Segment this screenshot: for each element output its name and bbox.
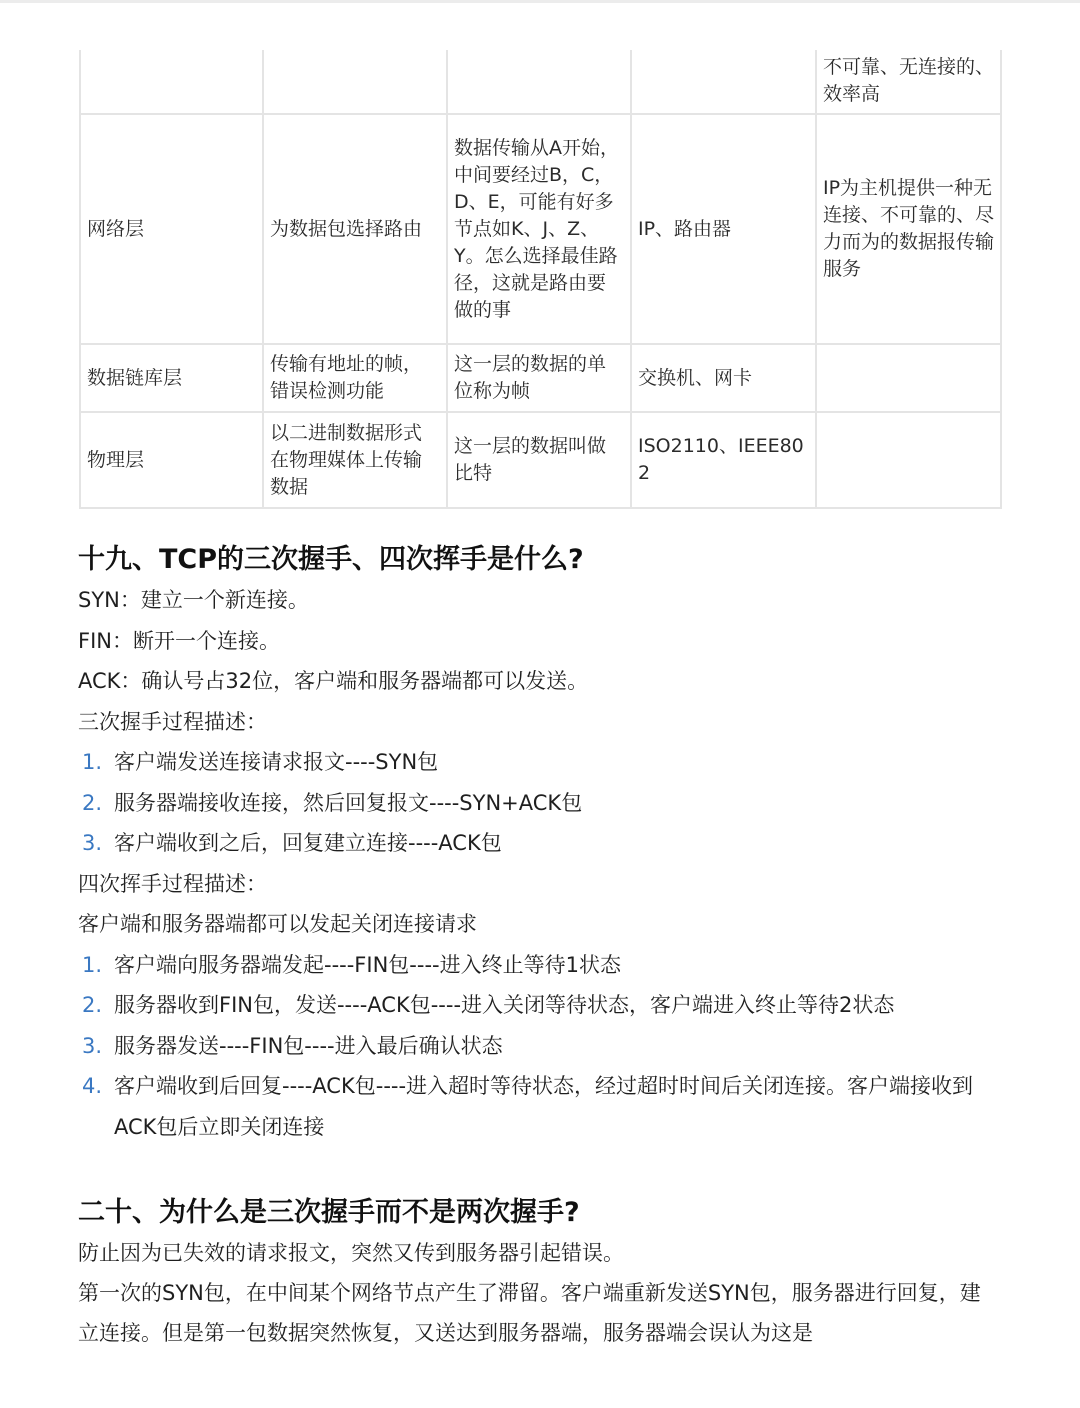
list-text: 服务器发送----FIN包----进入最后确认状态 (114, 1033, 503, 1058)
list-text: 服务器收到FIN包，发送----ACK包----进入关闭等待状态，客户端进入终止等待2状态 (114, 993, 895, 1017)
cell-devices: IP、路由器 (631, 114, 816, 344)
list-item (78, 823, 998, 864)
list-item (78, 783, 998, 824)
cell-function: 以二进制数据形式在物理媒体上传输数据 (263, 412, 447, 508)
three-way-steps (78, 742, 998, 864)
list-text: 客户端发送连接请求报文----SYN包 (114, 750, 439, 774)
list-item (78, 1066, 998, 1147)
cell-function: 为数据包选择路由 (263, 114, 447, 344)
cell-devices: 交换机、网卡 (631, 344, 816, 412)
section-20-heading: 二十、为什么是三次握手而不是两次握手? (78, 1197, 580, 1228)
list-item (78, 742, 998, 783)
table-row (80, 344, 1001, 412)
list-item (78, 985, 998, 1026)
list-number: 2. (82, 993, 103, 1017)
list-number: 2. (82, 790, 103, 815)
table-row (80, 50, 1001, 114)
four-way-title: 四次挥手过程描述： (78, 871, 267, 896)
table-row (80, 412, 1001, 508)
cell-description (447, 50, 631, 114)
cell-function: 传输有地址的帧，错误检测功能 (263, 344, 447, 412)
list-text: 客户端收到后回复----ACK包----进入超时等待状态，经过超时时间后关闭连接。客户端接收到ACK包后立即关闭连接 (114, 1074, 974, 1139)
cell-notes (816, 344, 1001, 412)
cell-notes: IP为主机提供一种无连接、不可靠的、尽力而为的数据报传输服务 (816, 114, 1001, 344)
list-text: 服务器端接收连接，然后回复报文----SYN+ACK包 (114, 790, 583, 815)
list-number: 3. (82, 831, 103, 855)
list-item (78, 1026, 998, 1067)
cell-description: 这一层的数据叫做比特 (447, 412, 631, 508)
cell-devices (631, 50, 816, 114)
three-way-title: 三次握手过程描述： (78, 709, 267, 734)
cell-devices: ISO2110、IEEE802 (631, 412, 816, 508)
cell-notes (816, 412, 1001, 508)
cell-layer: 物理层 (80, 412, 263, 508)
cell-description: 这一层的数据的单位称为帧 (447, 344, 631, 412)
list-number: 1. (82, 952, 103, 977)
cell-notes: 不可靠、无连接的、效率高 (816, 50, 1001, 114)
cell-layer: 网络层 (80, 114, 263, 344)
section-spacer (78, 1147, 998, 1193)
syn-definition: SYN：建立一个新连接。 (78, 588, 309, 612)
fin-definition: FIN：断开一个连接。 (78, 628, 280, 653)
top-divider (0, 0, 1080, 3)
list-item (78, 945, 998, 986)
osi-layer-table (79, 50, 1002, 509)
list-number: 1. (82, 750, 103, 774)
four-way-intro: 客户端和服务器端都可以发起关闭连接请求 (78, 912, 477, 936)
list-number: 4. (82, 1074, 103, 1098)
table-row (80, 114, 1001, 344)
cell-layer (80, 50, 263, 114)
cell-layer: 数据链库层 (80, 344, 263, 412)
list-text: 客户端向服务器端发起----FIN包----进入终止等待1状态 (114, 952, 621, 977)
cell-description: 数据传输从A开始，中间要经过B，C，D、E，可能有好多节点如K、J、Z、Y。怎么选择最佳路径，这就是路由要做的事 (447, 114, 631, 344)
list-text: 客户端收到之后，回复建立连接----ACK包 (114, 831, 502, 855)
section-19-heading: 十九、TCP的三次握手、四次挥手是什么? (78, 544, 584, 575)
list-number: 3. (82, 1033, 103, 1058)
article-body (78, 540, 998, 1353)
section-20-paragraph-1: 防止因为已失效的请求报文，突然又传到服务器引起错误。 (78, 1241, 624, 1265)
section-20-paragraph-2: 第一次的SYN包，在中间某个网络节点产生了滞留。客户端重新发送SYN包，服务器进行回复，建立连接。但是第一包数据突然恢复，又送达到服务器端，服务器端会误认为这是 (78, 1281, 981, 1345)
four-way-steps (78, 945, 998, 1148)
cell-function (263, 50, 447, 114)
ack-definition: ACK：确认号占32位，客户端和服务器端都可以发送。 (78, 669, 589, 693)
